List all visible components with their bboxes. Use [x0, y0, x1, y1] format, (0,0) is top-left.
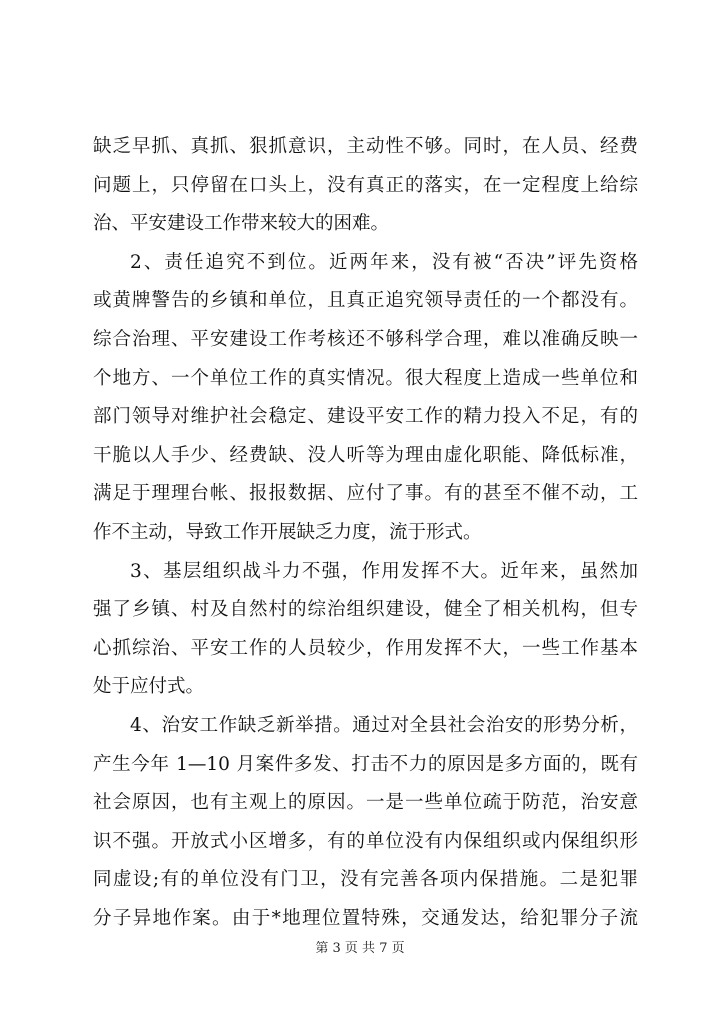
text-line: 识不强。开放式小区增多，有的单位没有内保组织或内保组织形	[93, 830, 638, 852]
text-line: 处于应付式。	[93, 676, 205, 698]
body-text	[93, 128, 638, 938]
text-line: 部门领导对维护社会稳定、建设平安工作的精力投入不足，有的	[93, 406, 638, 428]
paragraph-heading-line: 2、责任追究不到位。近两年来，没有被“否决”评先资格	[130, 251, 638, 273]
text-line: 或黄牌警告的乡镇和单位，且真正追究领导责任的一个都没有。	[93, 290, 638, 312]
text-line: 社会原因，也有主观上的原因。一是一些单位疏于防范，治安意	[93, 792, 638, 814]
paragraph-heading-line: 4、治安工作缺乏新举措。通过对全县社会治安的形势分析，	[130, 714, 638, 736]
text-line: 分子异地作案。由于*地理位置特殊，交通发达，给犯罪分子流	[93, 907, 638, 929]
text-line: 问题上，只停留在口头上，没有真正的落实，在一定程度上给综	[93, 174, 638, 196]
text-line: 产生今年 1—10 月案件多发、打击不力的原因是多方面的，既有	[93, 753, 638, 775]
paragraph-heading-line: 3、基层组织战斗力不强，作用发挥不大。近年来，虽然加	[130, 560, 638, 582]
page-number-footer: 第 3 页 共 7 页	[315, 941, 405, 956]
text-line: 同虚设;有的单位没有门卫，没有完善各项内保措施。二是犯罪	[93, 869, 638, 891]
text-line: 综合治理、平安建设工作考核还不够科学合理，难以准确反映一	[93, 328, 638, 350]
text-line: 缺乏早抓、真抓、狠抓意识，主动性不够。同时，在人员、经费	[93, 136, 638, 157]
text-line: 强了乡镇、村及自然村的综治组织建设，健全了相关机构，但专	[93, 599, 638, 621]
text-line: 满足于理理台帐、报报数据、应付了事。有的甚至不催不动，工	[93, 483, 638, 505]
text-line: 个地方、一个单位工作的真实情况。很大程度上造成一些单位和	[93, 367, 638, 389]
text-line: 作不主动，导致工作开展缺乏力度，流于形式。	[93, 521, 482, 543]
text-line: 心抓综治、平安工作的人员较少，作用发挥不大，一些工作基本	[93, 637, 638, 659]
text-line: 治、平安建设工作带来较大的困难。	[93, 213, 390, 235]
text-line: 干脆以人手少、经费缺、没人听等为理由虚化职能、降低标准，	[93, 444, 638, 466]
